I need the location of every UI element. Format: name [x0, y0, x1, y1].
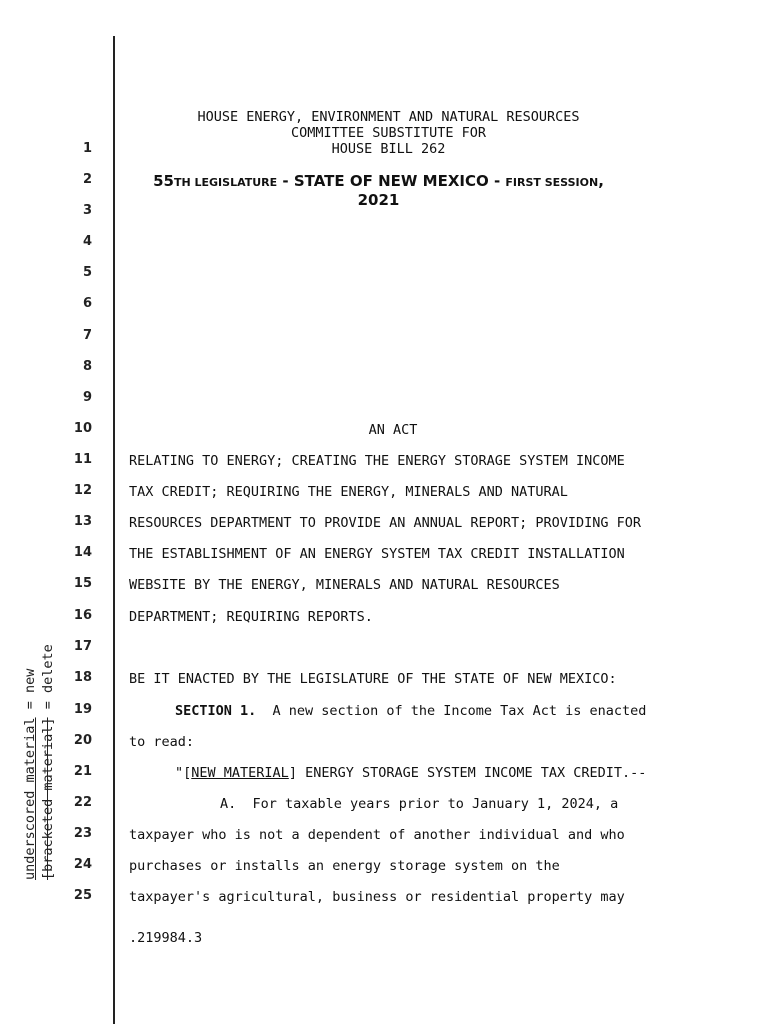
line-number: 19 [73, 702, 92, 717]
line-number: 13 [73, 514, 92, 529]
title-line: TAX CREDIT; REQUIRING THE ENERGY, MINERALS AND NATURAL [129, 484, 568, 500]
line-number: 11 [73, 452, 92, 467]
title-line: WEBSITE BY THE ENERGY, MINERALS AND NATURAL RESOURCES [129, 577, 560, 593]
line-number: 9 [82, 390, 92, 405]
body-line: purchases or installs an energy storage system on the [129, 858, 560, 874]
line-number: 8 [82, 359, 92, 374]
body-line: taxpayer's agricultural, business or residential property may [129, 889, 625, 905]
line-number: 5 [82, 265, 92, 280]
line-number: 4 [82, 234, 92, 249]
line-number: 21 [73, 764, 92, 779]
committee-substitute: COMMITTEE SUBSTITUTE FOR [290, 125, 487, 141]
section-text: A new section of the Income Tax Act is enacted [256, 703, 647, 719]
legend-delete-line [39, 620, 57, 880]
document-id: .219984.3 [129, 930, 203, 946]
line-number: 24 [73, 857, 92, 872]
section-heading: SECTION 1. [175, 703, 257, 719]
margin-rule [113, 36, 115, 1024]
body-line: to read: [129, 734, 195, 750]
subsection-a: A. For taxable years prior to January 1, 2024, a [220, 796, 619, 812]
section-1-line [175, 703, 646, 719]
amendment-legend [21, 620, 61, 880]
line-number: 6 [82, 296, 92, 311]
title-line: RELATING TO ENERGY; CREATING THE ENERGY STORAGE SYSTEM INCOME [129, 453, 625, 469]
line-number: 2 [82, 172, 92, 187]
open-bracket: "[ [175, 765, 192, 781]
line-number: 16 [73, 608, 92, 623]
session-state: - STATE OF NEW MEXICO - [277, 172, 506, 190]
session-year: , 2021 [357, 172, 604, 209]
session-line [130, 171, 627, 209]
line-number: 14 [73, 545, 92, 560]
line-number: 15 [73, 576, 92, 591]
title-line: THE ESTABLISHMENT OF AN ENERGY SYSTEM TAX CREDIT INSTALLATION [129, 546, 625, 562]
line-number: 3 [82, 203, 92, 218]
line-number: 20 [73, 733, 92, 748]
legend-equals-new: = new [22, 668, 38, 718]
line-number: 7 [82, 328, 92, 343]
session-number: 55 [153, 172, 174, 190]
line-number: 17 [73, 639, 92, 654]
legend-bracketed: [bracketed material] [40, 717, 56, 880]
line-number: 1 [82, 141, 92, 156]
title-line: RESOURCES DEPARTMENT TO PROVIDE AN ANNUAL REPORT; PROVIDING FOR [129, 515, 642, 531]
title-line: DEPARTMENT; REQUIRING REPORTS. [129, 609, 373, 625]
enacting-clause: BE IT ENACTED BY THE LEGISLATURE OF THE STATE OF NEW MEXICO: [129, 671, 617, 687]
bill-header [130, 109, 647, 157]
committee-title: HOUSE ENERGY, ENVIRONMENT AND NATURAL RESOURCES [197, 109, 580, 125]
legend-new-line [21, 620, 39, 880]
new-material-line [175, 765, 646, 781]
line-number: 10 [73, 421, 92, 436]
new-material-label: NEW MATERIAL [191, 765, 289, 781]
act-title: AN ACT [368, 422, 418, 438]
legend-underscored: underscored material [22, 717, 38, 880]
body-line: taxpayer who is not a dependent of another individual and who [129, 827, 625, 843]
session-name: FIRST SESSION [505, 176, 599, 189]
legend-equals-delete: = delete [40, 644, 56, 718]
line-number: 18 [73, 670, 92, 685]
session-legislature: TH LEGISLATURE [173, 176, 278, 189]
line-number: 25 [73, 888, 92, 903]
line-number: 23 [73, 826, 92, 841]
bill-number: HOUSE BILL 262 [331, 141, 446, 157]
section-caption: ] ENERGY STORAGE SYSTEM INCOME TAX CREDIT.-- [288, 765, 647, 781]
line-number: 22 [73, 795, 92, 810]
line-number: 12 [73, 483, 92, 498]
